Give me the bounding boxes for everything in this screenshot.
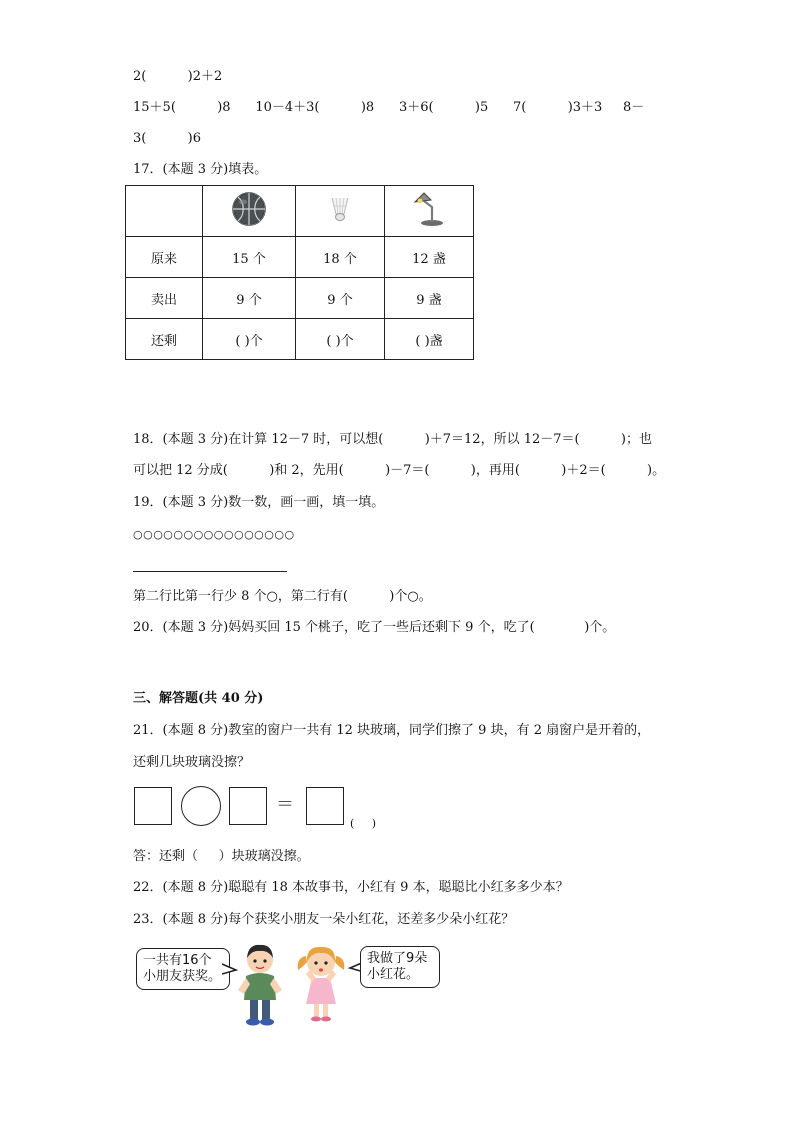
table-header-cell	[203, 186, 296, 237]
q23-text: 23．(本题 8 分)每个获奖小朋友一朵小红花，还差多少朵小红花？	[133, 912, 515, 927]
table-cell: ( )个	[296, 319, 385, 360]
table-header-row	[126, 186, 474, 237]
q19-draw-line	[133, 571, 287, 572]
desk-lamp-icon	[410, 190, 448, 228]
q16-line-1: 2( )2＋2	[133, 69, 223, 84]
q19-answer: 第二行比第一行少 8 个○，第二行有( )个○。	[133, 589, 432, 604]
q21-answer: 答：还剩（ ）块玻璃没擦。	[133, 849, 310, 864]
q21-line-2: 还剩几块玻璃没擦？	[133, 755, 251, 770]
table-cell: 12 盏	[385, 237, 474, 278]
table-cell: 15 个	[203, 237, 296, 278]
answer-box[interactable]	[134, 787, 172, 825]
boy-speech-line: 一共有16个	[143, 953, 212, 968]
table-cell: 9 盏	[385, 278, 474, 319]
q21-line-1: 21．(本题 8 分)教室的窗户一共有 12 块玻璃，同学们擦了 9 块，有 2 扇窗户是开着的，	[133, 723, 651, 738]
row-label: 卖出	[126, 278, 203, 319]
boy-figure-icon	[234, 938, 286, 1028]
table-cell: ( )个	[203, 319, 296, 360]
table-row	[126, 278, 474, 319]
table-header-cell	[385, 186, 474, 237]
table-cell: 9 个	[296, 278, 385, 319]
answer-box[interactable]	[306, 787, 344, 825]
q17-title: 17．(本题 3 分)填表。	[133, 162, 268, 177]
q16-line-3: 3( )6	[133, 131, 202, 146]
table-row	[126, 237, 474, 278]
shuttlecock-icon	[325, 194, 355, 224]
q18-line-2: 可以把 12 分成( )和 2，先用( )－7＝( )，再用( )＋2＝( )。	[133, 463, 666, 478]
table-cell: 18 个	[296, 237, 385, 278]
equals-sign: ＝	[276, 794, 294, 815]
table-row	[126, 319, 474, 360]
table-cell: ( )盏	[385, 319, 474, 360]
boy-speech-bubble	[136, 948, 230, 990]
girl-speech-line: 小红花。	[367, 967, 420, 982]
unit-blank: ( )	[350, 817, 377, 830]
table-corner-cell	[126, 186, 203, 237]
section-title: 三、解答题(共 40 分)	[133, 691, 264, 706]
row-label: 还剩	[126, 319, 203, 360]
table-cell: 9 个	[203, 278, 296, 319]
answer-box[interactable]	[229, 787, 267, 825]
girl-figure-icon	[292, 940, 350, 1024]
q19-circle-row: ○○○○○○○○○○○○○○○○	[133, 528, 295, 541]
table-header-cell	[296, 186, 385, 237]
girl-speech-line: 我做了9朵	[367, 951, 428, 966]
q19-title: 19．(本题 3 分)数一数，画一画，填一填。	[133, 495, 385, 510]
q22-text: 22．(本题 8 分)聪聪有 18 本故事书，小红有 9 本，聪聪比小红多多少本？	[133, 880, 569, 895]
q18-line-1: 18．(本题 3 分)在计算 12－7 时，可以想( )＋7＝12，所以 12－7＝( )；也	[133, 432, 652, 447]
boy-speech-line: 小朋友获奖。	[143, 969, 222, 984]
row-label: 原来	[126, 237, 203, 278]
q20-text: 20．(本题 3 分)妈妈买回 15 个桃子，吃了一些后还剩下 9 个，吃了( )个。	[133, 620, 616, 635]
q17-table	[125, 185, 474, 360]
operator-circle[interactable]	[181, 786, 221, 826]
q16-line-2: 15＋5( )8 10－4＋3( )8 3＋6( )5 7( )3＋3 8－	[133, 100, 645, 115]
basketball-icon	[231, 191, 267, 227]
girl-speech-bubble	[360, 946, 440, 988]
